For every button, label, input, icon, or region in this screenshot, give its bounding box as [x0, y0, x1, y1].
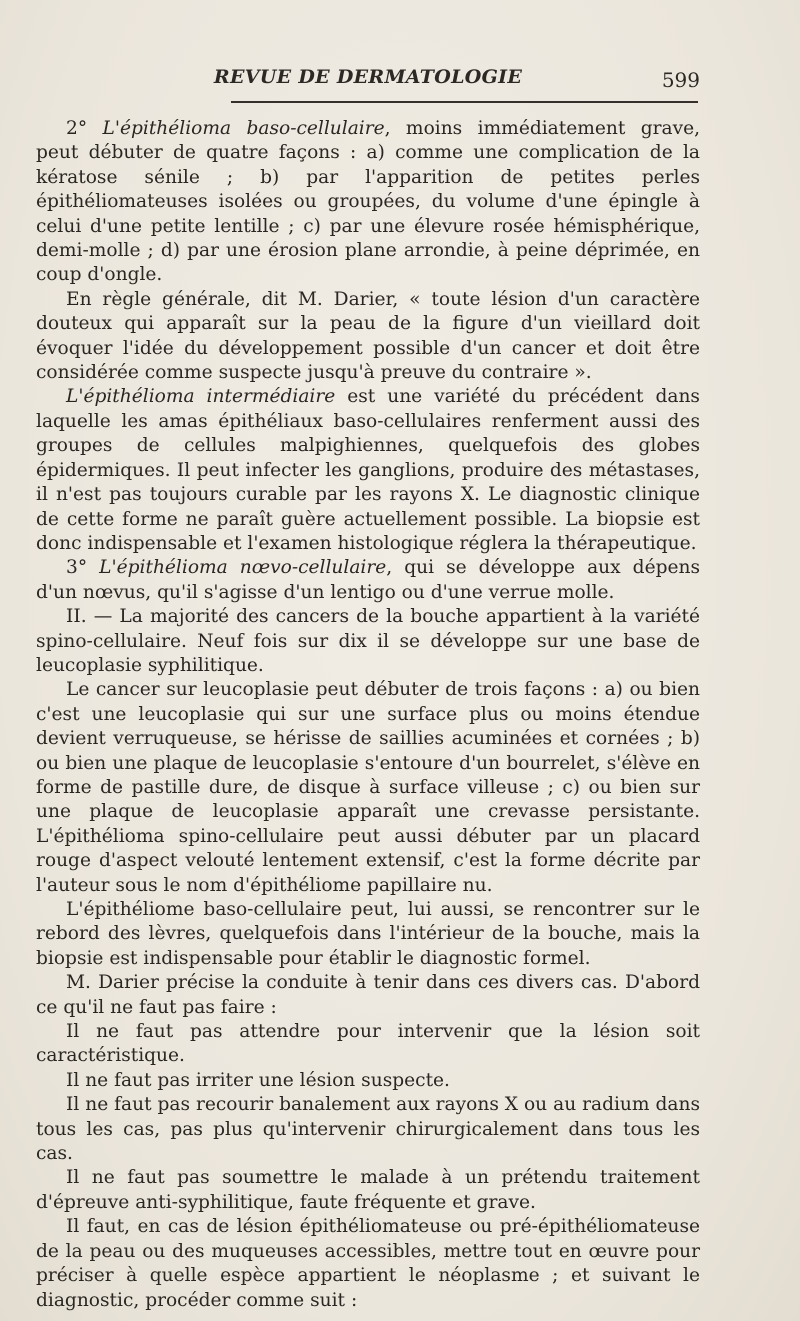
page-header [36, 66, 700, 96]
running-title: REVUE DE DERMATOLOGIE [213, 66, 523, 88]
paragraph-text: En règle générale, dit M. Darier, « toute lésion d'un caractère douteux qui apparaît sur la peau de la figure d'un vieillard doit évoquer l'idée du développement possible d'un cancer et doit être considérée comme suspecte jusqu'à preuve du contraire ». [36, 288, 700, 384]
paragraph-emphasis: L'épithélioma baso-cellulaire [102, 118, 385, 139]
paragraph-text: Il ne faut pas attendre pour intervenir que la lésion soit caractéristique. [36, 1021, 700, 1067]
paragraph-baso-cellulaire [36, 117, 700, 288]
paragraph-il-faut [36, 1215, 700, 1313]
paragraph-text: L'épithéliome baso-cellulaire peut, lui aussi, se rencontrer sur le rebord des lèvres, quelquefois dans l'intérieur de la bouche, mais la biopsie est indispensable pour établir le diagnostic formel. [36, 899, 700, 969]
paragraph-text: Il ne faut pas soumettre le malade à un prétendu traitement d'épreuve anti-syphilitique, faute fréquente et grave. [36, 1167, 700, 1213]
paragraph-emphasis: L'épithélioma intermédiaire [66, 386, 336, 408]
paragraph-naevo-cellulaire [36, 556, 700, 605]
paragraph-attendre [36, 1020, 700, 1069]
paragraph-emphasis: L'épithélioma nœvo-cellulaire [99, 557, 387, 579]
paragraph-text: , qui se développe aux dépens d'un nœvus, qu'il s'agisse d'un lentigo ou d'une verrue molle. [36, 557, 700, 603]
paragraph-lead: 3° [66, 557, 100, 579]
paragraph-intermediaire [36, 385, 700, 556]
paragraph-text: II. — La majorité des cancers de la bouche appartient à la variété spino-cellulaire. Neuf fois sur dix il se développe sur une base de leucoplasie syphilitique. [36, 606, 700, 676]
body-text [36, 117, 700, 1313]
page-number: 599 [661, 68, 700, 92]
header-rule [231, 101, 698, 103]
paragraph-epreuve [36, 1166, 700, 1215]
paragraph-irriter [36, 1069, 700, 1093]
paragraph-levres [36, 898, 700, 971]
paragraph-bouche [36, 605, 700, 678]
paragraph-text: Il ne faut pas irriter une lésion suspecte. [66, 1069, 450, 1091]
paragraph-text: Il faut, en cas de lésion épithéliomateuse ou pré-épithéliomateuse de la peau ou des muqueuses accessibles, mettre tout en œuvre pour préciser à quelle espèce appartient le néoplasme ; et suivant le diagnostic, procéder comme suit : [36, 1216, 700, 1311]
paragraph-rayons [36, 1093, 700, 1166]
paragraph-conduite [36, 971, 700, 1020]
paragraph-regle-generale [36, 288, 700, 386]
paragraph-text: est une variété du précédent dans laquelle les amas épithéliaux baso-cellulaires renferment aussi des groupes de cellules malpighiennes, quelquefois des globes épidermiques. Il peut infecter les ganglions, produire des métastases, il n'est pas toujours curable par les rayons X. Le diagnostic clinique de cette forme ne paraît guère actuellement possible. La biopsie est donc indispensable et l'examen histologique réglera la thérapeutique. [36, 386, 700, 554]
paragraph-lead: 2° [66, 118, 103, 139]
paragraph-text: , moins immédiatement grave, peut débuter de quatre façons : a) comme une complication de la kératose sénile ; b) par l'apparition de petites perles épithéliomateuses isolées ou groupées, du volume d'une épingle à celui d'une petite lentille ; c) par une élevure rosée hémisphérique, demi-molle ; d) par une érosion plane arrondie, à peine déprimée, en coup d'ongle. [36, 118, 700, 286]
paragraph-text: Il ne faut pas recourir banalement aux rayons X ou au radium dans tous les cas, pas plus qu'intervenir chirurgicalement dans tous les cas. [36, 1094, 700, 1165]
paragraph-leucoplasie [36, 678, 700, 898]
paragraph-text: M. Darier précise la conduite à tenir dans ces divers cas. D'abord ce qu'il ne faut pas faire : [36, 972, 700, 1018]
paragraph-text: Le cancer sur leucoplasie peut débuter de trois façons : a) ou bien c'est une leucoplasie qui sur une surface plus ou moins étendue devient verruqueuse, se hérisse de saillies acuminées et cornées ; b) ou bien une plaque de leucoplasie s'entoure d'un bourrelet, s'élève en forme de pastille dure, de disque à surface villeuse ; c) ou bien sur une plaque de leucoplasie apparaît une crevasse persistante. L'épithélioma spino-cellulaire peut aussi débuter par un placard rouge d'aspect velouté lentement extensif, c'est la forme décrite par l'auteur sous le nom d'épithéliome papillaire nu. [36, 679, 700, 896]
